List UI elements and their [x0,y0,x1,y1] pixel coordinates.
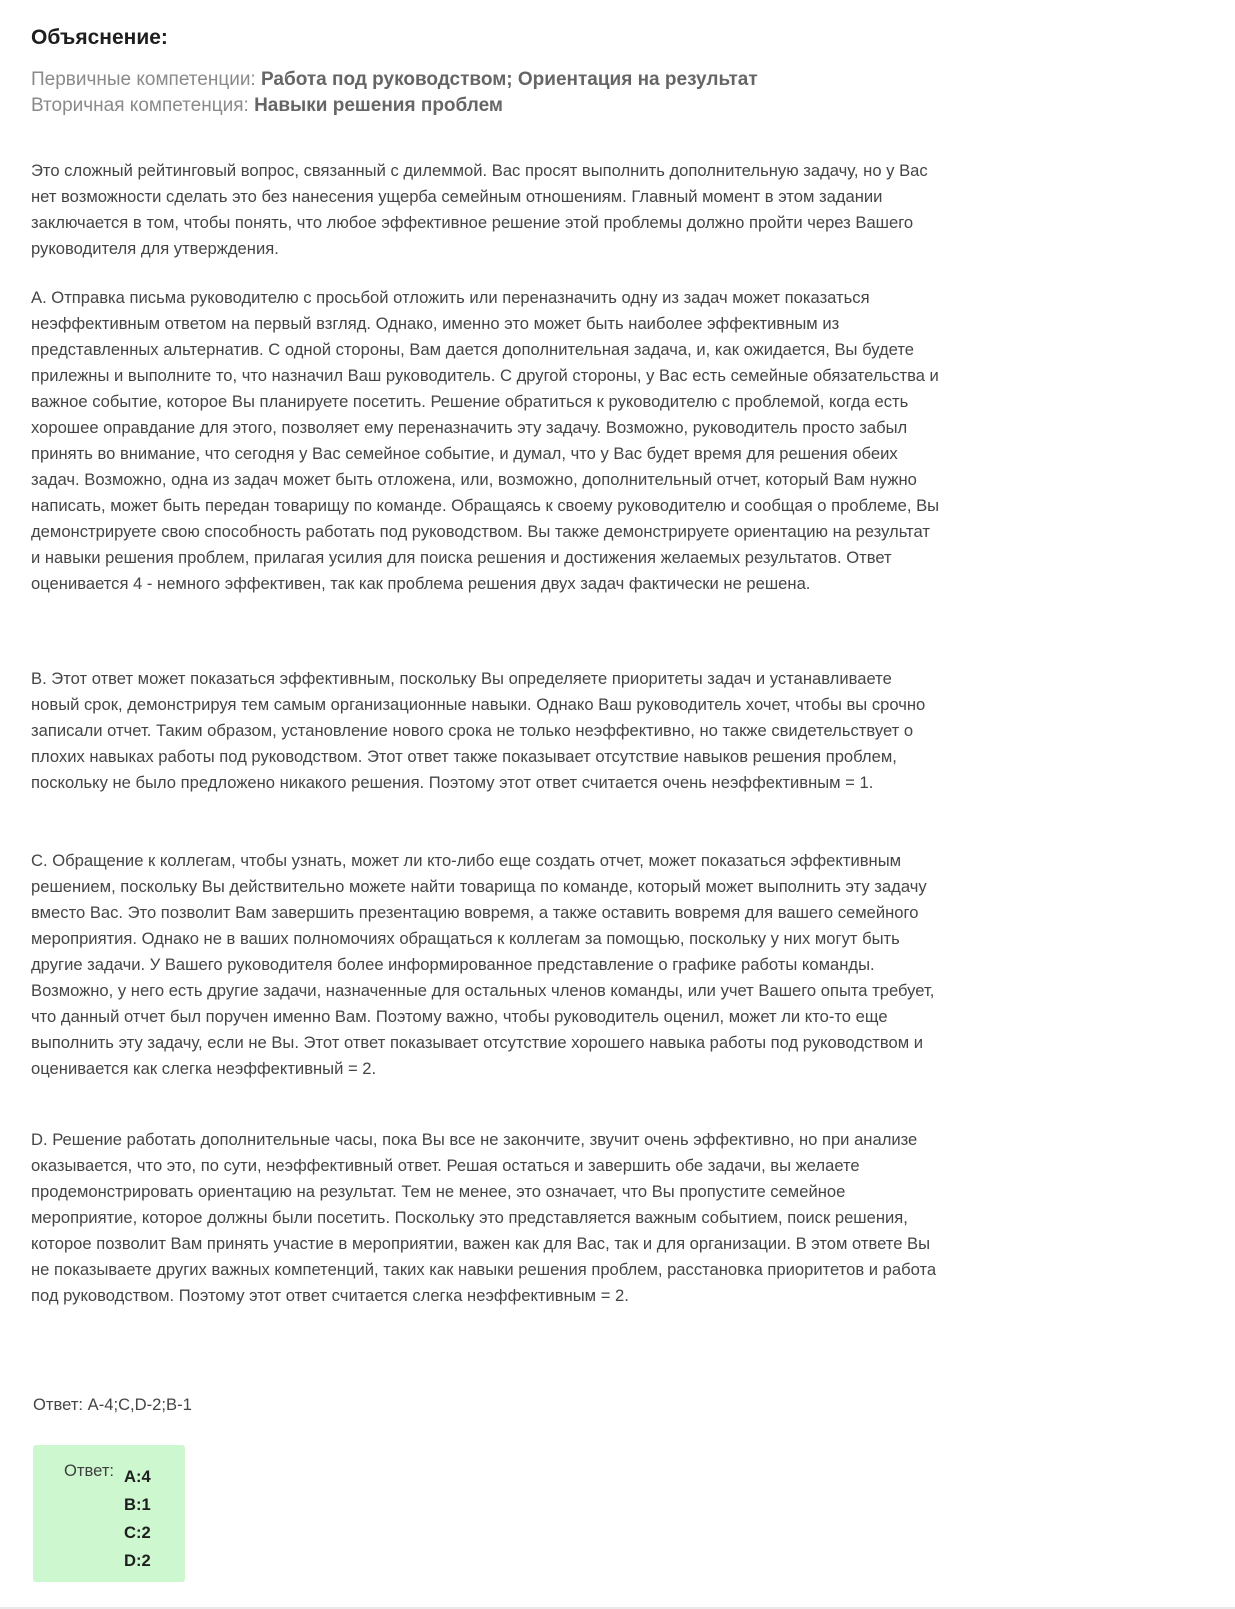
intro-paragraph: Это сложный рейтинговый вопрос, связанный с дилеммой. Вас просят выполнить дополнительную задачу, но у Вас нет возможности сделать это без нанесения ущерба семейным отношениям. Главный момент в этом задании заключается в том, чтобы понять, что любое эффективное решение этой проблемы должно пройти через Вашего руководителя для утверждения. [31,161,928,258]
secondary-label: Вторичная компетенция: [31,95,249,116]
page-title: Объяснение: [31,26,168,49]
option-d-explanation: D. Решение работать дополнительные часы, пока Вы все не закончите, звучит очень эффективно, но при анализе оказывается, что это, по сути, неэффективный ответ. Решая остаться и завершить обе задачи, вы желаете продемонстрировать ориентацию на результат. Тем не менее, это означает, что Вы пропустите семейное мероприятие, которое должны были посетить. Поскольку это представляется важным событием, поиск решения, которое позволит Вам принять участие в мероприятии, важен как для Вас, так и для организации. В этом ответе Вы не показываете других важных компетенций, таких как навыки решения проблем, расстановка приоритетов и работа под руководством. Поэтому этот ответ считается слегка неэффективным = 2. [31,1130,937,1305]
competencies [31,67,758,119]
answer-summary: Ответ: A-4;C,D-2;B-1 [33,1395,192,1414]
answer-box [33,1445,185,1582]
option-a-explanation: A. Отправка письма руководителю с просьбой отложить или переназначить одну из задач может показаться неэффективным ответом на первый взгляд. Однако, именно это может быть наиболее эффективным из представленных альтернатив. С одной стороны, Вам дается дополнительная задача, и, как ожидается, Вы будете прилежны и выполните то, что назначил Ваш руководитель. С другой стороны, у Вас есть семейные обязательства и важное событие, которое Вы планируете посетить. Решение обратиться к руководителю с проблемой, когда есть хорошее оправдание для этого, позволяет ему переназначить эту задачу. Возможно, руководитель просто забыл принять во внимание, что сегодня у Вас семейное событие, и думал, что у Вас будет время для решения обеих задач. Возможно, одна из задач может быть отложена, или, возможно, дополнительный отчет, который Вам нужно написать, может быть передан товарищу по команде. Обращаясь к своему руководителю и сообщая о проблеме, Вы демонстрируете свою способность работать под руководством. Вы также демонстрируете ориентацию на результат и навыки решения проблем, прилагая усилия для поиска решения и достижения желаемых результатов. Ответ оценивается 4 - немного эффективен, так как проблема решения двух задач фактически не решена. [31,288,940,593]
answer-box-label: Ответ: [64,1461,115,1480]
secondary-value: Навыки решения проблем [254,95,503,116]
answer-values [124,1463,151,1575]
primary-competencies [31,67,758,93]
secondary-competency [31,93,758,119]
primary-value: Работа под руководством; Ориентация на результат [261,69,758,90]
answer-value-a: A:4 [124,1467,151,1486]
answer-value-c: C:2 [124,1523,151,1542]
answer-value-d: D:2 [124,1551,151,1570]
option-c-explanation: C. Обращение к коллегам, чтобы узнать, может ли кто-либо еще создать отчет, может показаться эффективным решением, поскольку Вы действительно можете найти товарища по команде, который может выполнить эту задачу вместо Вас. Это позволит Вам завершить презентацию вовремя, а также оставить вовремя для вашего семейного мероприятия. Однако не в ваших полномочиях обращаться к коллегам за помощью, поскольку у них могут быть другие задачи. У Вашего руководителя более информированное представление о графике работы команды. Возможно, у него есть другие задачи, назначенные для остальных членов команды, или учет Вашего опыта требует, что данный отчет был поручен именно Вам. Поэтому важно, чтобы руководитель оценил, может ли кто-то еще выполнить эту задачу, если не Вы. Этот ответ показывает отсутствие хорошего навыка работы под руководством и оценивается как слегка неэффективный = 2. [31,851,935,1078]
option-b-explanation: B. Этот ответ может показаться эффективным, поскольку Вы определяете приоритеты задач и устанавливаете новый срок, демонстрируя тем самым организационные навыки. Однако Ваш руководитель хочет, чтобы вы срочно записали отчет. Таким образом, установление нового срока не только неэффективно, но также свидетельствует о плохих навыках работы под руководством. Этот ответ также показывает отсутствие навыков решения проблем, поскольку не было предложено никакого решения. Поэтому этот ответ считается очень неэффективным = 1. [31,669,926,792]
primary-label: Первичные компетенции: [31,69,256,90]
answer-value-b: B:1 [124,1495,151,1514]
